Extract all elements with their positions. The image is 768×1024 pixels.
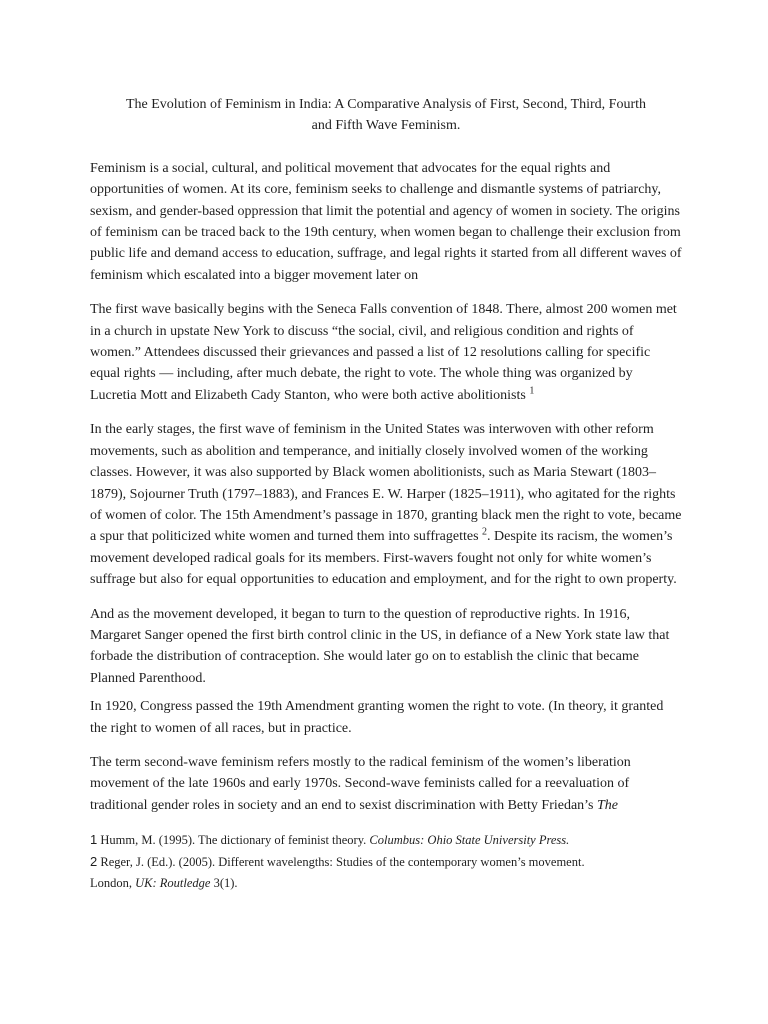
footnote-2-text-line2: London, [90,876,136,891]
paragraph-reproductive-rights [90,604,682,690]
paragraph-second-wave-italic: The [597,797,619,813]
paragraph-intro-text: Feminism is a social, cultural, and political movement that advocates for the equal rights and opportunities of women. At its core, feminism seeks to challenge and dismantle systems of patriarchy, sexism, and gender-based oppression that limit the potential and agency of women in society. The origins of feminism can be traced back to the 19th century, when women began to challenge their exclusion from public life and demand access to education, suffrage, and legal rights it started from all different waves of feminism which escalated into a bigger movement later on [90,160,682,283]
footnote-1-italic: Columbus: Ohio State University Press. [369,833,570,848]
footnote-reference-2: 2 [482,526,488,538]
document-content [90,94,682,894]
paragraph-19th-amendment [90,696,682,739]
footnote-1-text: Humm, M. (1995). The dictionary of feminist theory. [97,833,370,848]
footnote-2-text: Reger, J. (Ed.). (2005). Different wavelengths: Studies of the contemporary women’s movement. [97,855,585,870]
paragraph-second-wave-text: The term second-wave feminism refers mostly to the radical feminism of the women’s liberation movement of the late 1960s and early 1970s. Second-wave feminists called for a reevaluation of traditional gender roles in society and an end to sexist discrimination with Betty Friedan’s [90,754,631,813]
footnote-2 [90,851,682,894]
paragraph-first-wave [90,299,682,406]
footnote-2-marker: 2 [90,854,98,870]
paragraph-19th-amendment-text: In 1920, Congress passed the 19th Amendment granting women the right to vote. (In theory, it granted the right to women of all races, but in practice. [90,699,664,736]
document-title-line-2: and Fifth Wave Feminism. [311,118,461,134]
footnote-reference-1: 1 [529,385,535,397]
footnote-1-marker: 1 [90,832,98,848]
footnote-2-italic: UK: Routledge [135,876,211,891]
paragraph-second-wave [90,752,682,816]
footnote-2-tail: 3(1). [210,876,238,891]
paragraph-first-wave-text: The first wave basically begins with the Seneca Falls convention of 1848. There, almost 200 women met in a church in upstate New York to discuss “the social, civil, and religious condition and rights of women.” Attendees discussed their grievances and passed a list of 12 resolutions calling for specific equal rights — including, after much debate, the right to vote. The whole thing was organized by Lucretia Mott and Elizabeth Cady Stanton, who were both active abolitionists [90,302,677,403]
paragraph-early-stages-text-a: In the early stages, the first wave of feminism in the United States was interwoven with other reform movements, such as abolition and temperance, and initially closely involved women of the working classes. However, it was also supported by Black women abolitionists, such as Maria Stewart (1803–1879), Sojourner Truth (1797–1883), and Frances E. W. Harper (1825–1911), who agitated for the rights of women of color. The 15th Amendment’s passage in 1870, granting black men the right to vote, became a spur that politicized white women and turned them into suffragettes [90,422,682,545]
footnotes-section [90,829,682,894]
paragraph-intro [90,158,682,286]
document-title [90,94,682,137]
paragraph-reproductive-rights-text: And as the movement developed, it began to turn to the question of reproductive rights. In 1916, Margaret Sanger opened the first birth control clinic in the US, in defiance of a New York state law that forbade the distribution of contraception. She would later go on to establish the clinic that became Planned Parenthood. [90,606,670,686]
paragraph-early-stages-text-b: . Despite its racism, the women’s movement developed radical goals for its members. First-wavers fought not only for white women’s suffrage but also for equal opportunities to education and employment, and for the right to own property. [90,529,677,588]
footnote-1 [90,829,682,851]
paragraph-early-stages [90,419,682,590]
document-title-line-1: The Evolution of Feminism in India: A Comparative Analysis of First, Second, Third, Fourth [125,97,647,112]
